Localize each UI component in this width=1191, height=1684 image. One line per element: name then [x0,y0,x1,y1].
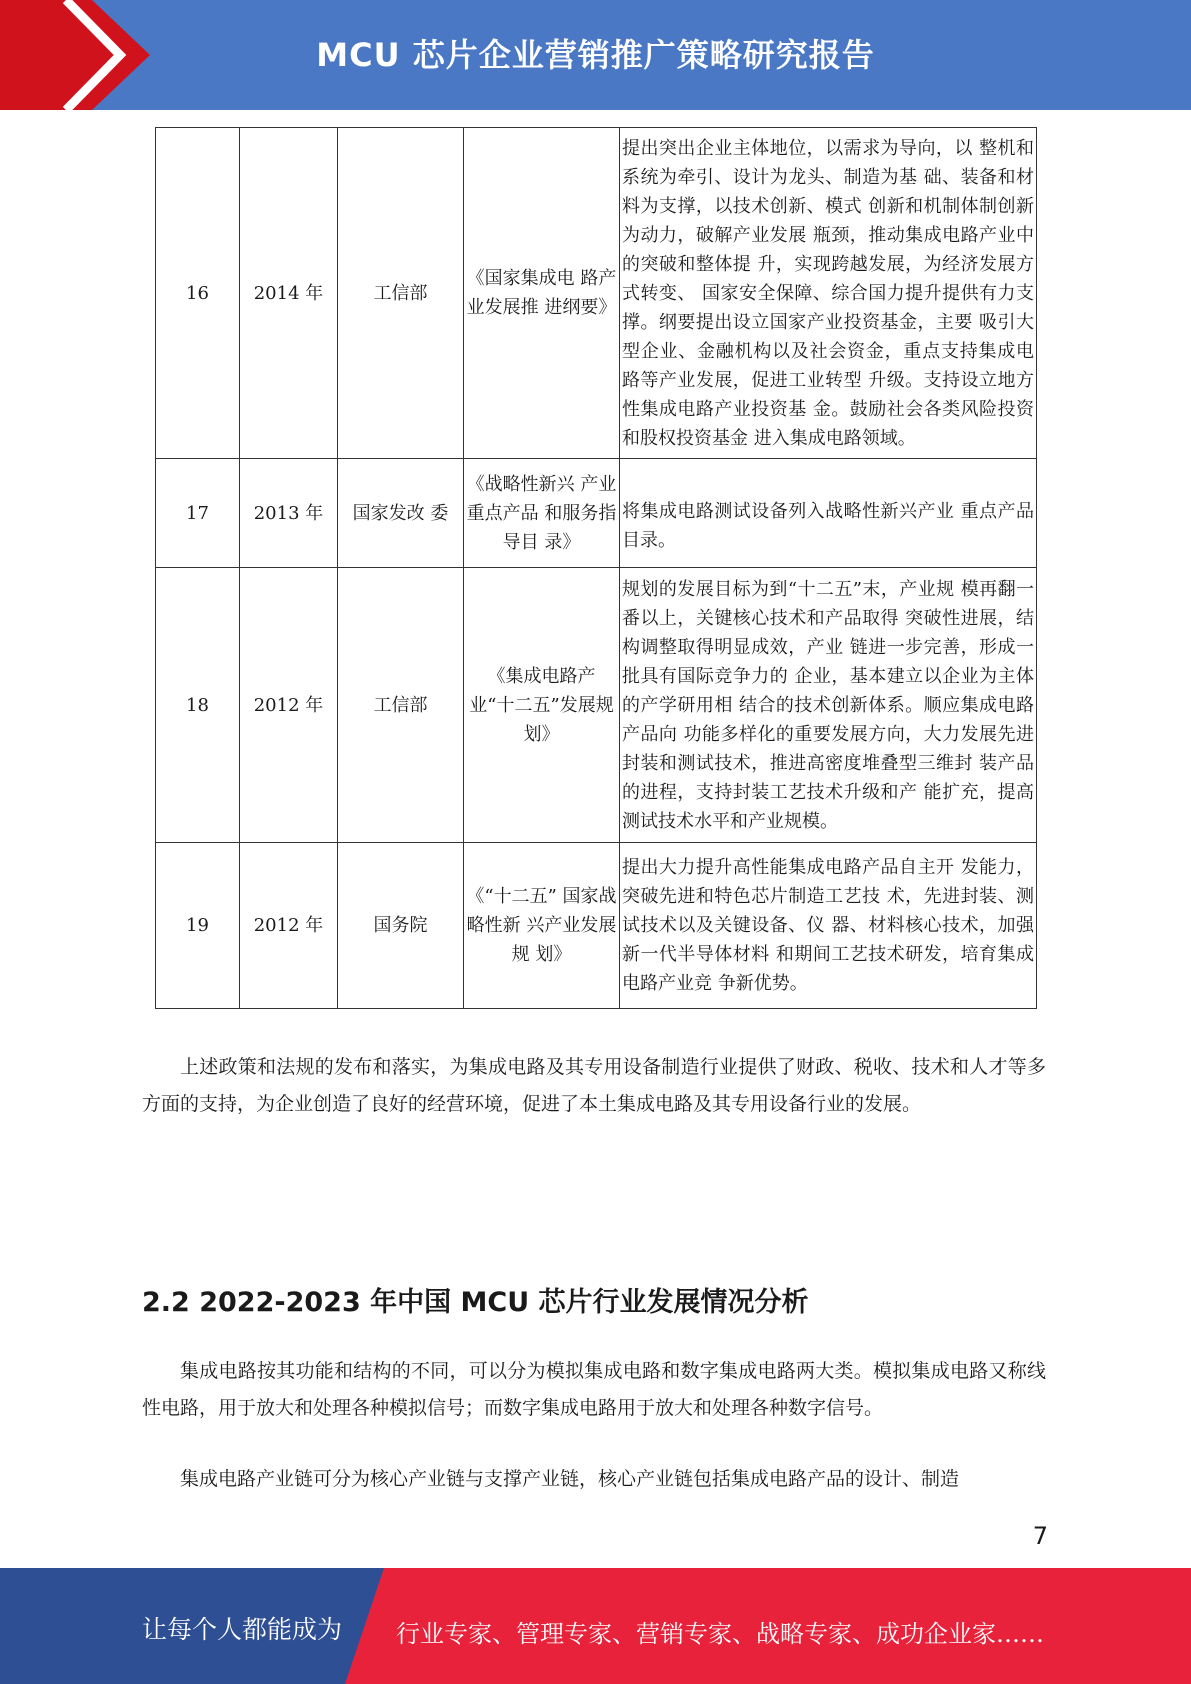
row-year: 2012 年 [240,843,338,1009]
page-header [0,0,1191,110]
row-policy-name: 《“十二五” 国家战略性新 兴产业发展规 划》 [464,843,620,1009]
row-department: 工信部 [338,128,464,459]
row-department: 国务院 [338,843,464,1009]
row-year: 2012 年 [240,568,338,843]
page-footer [0,1568,1191,1684]
row-year: 2014 年 [240,128,338,459]
table-row [156,568,1037,843]
policy-table [155,127,1037,1009]
row-number: 16 [156,128,240,459]
row-policy-content: 规划的发展目标为到“十二五”末，产业规 模再翻一番以上，关键核心技术和产品取得 突破性进展，结构调整取得明显成效，产业 链进一步完善，形成一批具有国际竞争力的 企业，基本建立以企业为主体的产学研用相 结合的技术创新体系。顺应集成电路产品向 功能多样化的重要发展方向，大力发展先进 封装和测试技术，推进高密度堆叠型三维封 装产品的进程，支持封装工艺技术升级和产 能扩充，提高测试技术水平和产业规模。 [620,568,1037,843]
row-policy-content: 将集成电路测试设备列入战略性新兴产业 重点产品目录。 [620,459,1037,568]
row-year: 2013 年 [240,459,338,568]
row-policy-name: 《战略性新兴 产业重点产品 和服务指导目 录》 [464,459,620,568]
row-number: 19 [156,843,240,1009]
row-policy-content: 提出突出企业主体地位，以需求为导向，以 整机和系统为牵引、设计为龙头、制造为基 础、装备和材料为支撑，以技术创新、模式 创新和机制体制创新为动力，破解产业发展 瓶颈，推动集成电路产业中的突破和整体提 升，实现跨越发展，为经济发展方式转变、 国家安全保障、综合国力提升提供有力支 撑。纲要提出设立国家产业投资基金，主要 吸引大型企业、金融机构以及社会资金，重点支持集成电路等产业发展，促进工业转型 升级。支持设立地方性集成电路产业投资基 金。鼓励社会各类风险投资和股权投资基金 进入集成电路领域。 [620,128,1037,459]
body-paragraph: 集成电路产业链可分为核心产业链与支撑产业链，核心产业链包括集成电路产品的设计、制造 [180,1468,960,1490]
row-department: 国家发改 委 [338,459,464,568]
page-number: 7 [1032,1522,1048,1550]
table-row [156,459,1037,568]
header-title: MCU 芯片企业营销推广策略研究报告 [316,36,875,74]
row-policy-content: 提出大力提升高性能集成电路产品自主开 发能力，突破先进和特色芯片制造工艺技 术，先进封装、测试技术以及关键设备、仪 器、材料核心技术，加强新一代半导体材料 和期间工艺技术研发，培育集成电路产业竞 争新优势。 [620,843,1037,1009]
body-paragraph: 集成电路按其功能和结构的不同，可以分为模拟集成电路和数字集成电路两大类。模拟集成电路又称线性电路，用于放大和处理各种模拟信号；而数字集成电路用于放大和处理各种数字信号。 [142,1360,1046,1419]
footer-slogan-right: 行业专家、管理专家、营销专家、战略专家、成功企业家…… [396,1620,1044,1648]
row-department: 工信部 [338,568,464,843]
row-policy-name: 《集成电路产业“十二五”发展规划》 [464,568,620,843]
footer-slogan-left: 让每个人都能成为 [142,1615,343,1644]
row-number: 18 [156,568,240,843]
table-row [156,843,1037,1009]
row-number: 17 [156,459,240,568]
table-row [156,128,1037,459]
body-paragraph: 上述政策和法规的发布和落实，为集成电路及其专用设备制造行业提供了财政、税收、技术和人才等多方面的支持，为企业创造了良好的经营环境，促进了本土集成电路及其专用设备行业的发展。 [142,1056,1046,1115]
section-title: 2.2 2022-2023 年中国 MCU 芯片行业发展情况分析 [142,1287,809,1318]
row-policy-name: 《国家集成电 路产业发展推 进纲要》 [464,128,620,459]
